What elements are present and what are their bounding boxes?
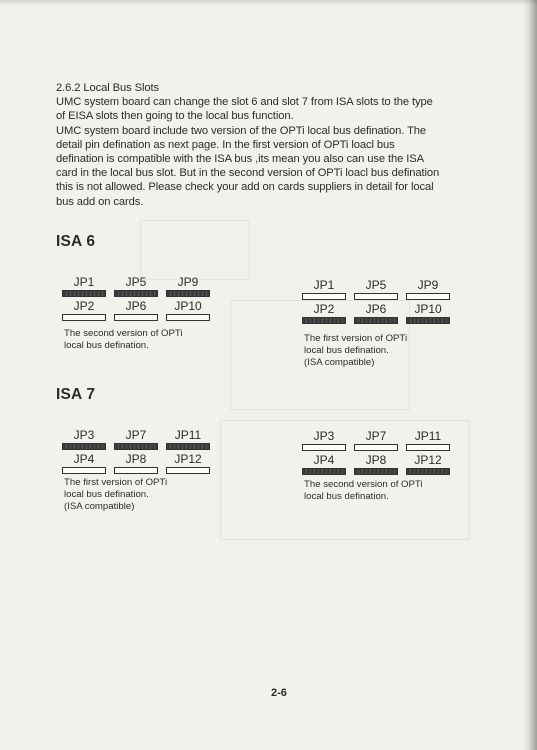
jumper-open (354, 293, 398, 300)
jumper-block-row (62, 290, 210, 297)
body-line: bus add on cards. (56, 195, 144, 208)
isa7-right-caption (304, 479, 454, 503)
jumper-closed (302, 317, 346, 324)
section-title: 2.6.2 Local Bus Slots (56, 82, 160, 94)
isa7-heading: ISA 7 (56, 386, 96, 403)
jumper-label-row (302, 453, 450, 467)
jumper-label: JP7 (125, 428, 147, 442)
jumper-closed (114, 443, 158, 450)
jumper-label: JP3 (73, 428, 95, 442)
jumper-label: JP1 (313, 278, 335, 292)
isa7-left-jumpers (62, 428, 210, 476)
jumper-closed (166, 290, 210, 297)
caption-line: The second version of OPTi (304, 479, 423, 490)
isa6-right-jumpers (302, 278, 450, 326)
jumper-label: JP3 (313, 429, 335, 443)
jumper-open (166, 467, 210, 474)
jumper-closed (166, 443, 210, 450)
isa7-left-caption (64, 477, 214, 513)
isa7-right-jumpers (302, 429, 450, 477)
jumper-label: JP10 (174, 299, 202, 313)
jumper-closed (114, 290, 158, 297)
jumper-label-row (62, 452, 210, 466)
caption-line: The first version of OPTi (304, 333, 408, 344)
page-edge-shadow (523, 0, 537, 750)
jumper-label-row (302, 429, 450, 443)
page-top-shadow (0, 0, 537, 6)
body-line: of EISA slots then going to the local bus function. (56, 110, 294, 123)
caption-line: (ISA compatible) (64, 501, 135, 512)
jumper-label: JP8 (125, 452, 147, 466)
jumper-label: JP11 (174, 428, 202, 442)
jumper-label: JP8 (365, 453, 387, 467)
isa6-right-caption (304, 333, 454, 369)
body-line: card in the local bus slot. But in the second version of OPTi loacl bus defination (56, 167, 440, 180)
jumper-closed (406, 317, 450, 324)
jumper-block-row (62, 314, 210, 321)
jumper-label: JP5 (125, 275, 147, 289)
show-through-box (140, 220, 250, 280)
caption-line: local bus defination. (64, 489, 149, 500)
jumper-block-row (302, 468, 450, 475)
jumper-label-row (62, 299, 210, 313)
jumper-label: JP6 (125, 299, 147, 313)
isa6-left-jumpers (62, 275, 210, 323)
jumper-open (406, 444, 450, 451)
jumper-open (62, 467, 106, 474)
jumper-open (302, 444, 346, 451)
jumper-closed (62, 290, 106, 297)
jumper-label-row (302, 278, 450, 292)
body-line: detail pin defination as next page. In the first version of OPTi loacl bus (56, 138, 395, 151)
jumper-open (62, 314, 106, 321)
jumper-block-row (62, 467, 210, 474)
jumper-label: JP6 (365, 302, 387, 316)
section-text (56, 81, 496, 209)
body-line: UMC system board include two version of the OPTi local bus defination. The (56, 124, 427, 137)
caption-line: local bus defination. (304, 345, 389, 356)
jumper-closed (354, 468, 398, 475)
jumper-label: JP2 (313, 302, 335, 316)
jumper-open (302, 293, 346, 300)
jumper-label: JP7 (365, 429, 387, 443)
jumper-label-row (62, 428, 210, 442)
jumper-closed (354, 317, 398, 324)
body-line: defination is compatible with the ISA bus ,its mean you also can use the ISA (56, 153, 425, 166)
jumper-block-row (302, 293, 450, 300)
jumper-label: JP4 (73, 452, 95, 466)
jumper-label: JP9 (177, 275, 199, 289)
jumper-block-row (62, 443, 210, 450)
jumper-label: JP4 (313, 453, 335, 467)
jumper-label: JP12 (414, 453, 442, 467)
caption-line: The second version of OPTi (64, 328, 183, 339)
jumper-label: JP1 (73, 275, 95, 289)
jumper-closed (406, 468, 450, 475)
jumper-label-row (62, 275, 210, 289)
jumper-label: JP11 (414, 429, 442, 443)
isa6-heading: ISA 6 (56, 233, 96, 250)
jumper-open (166, 314, 210, 321)
jumper-block-row (302, 444, 450, 451)
jumper-block-row (302, 317, 450, 324)
caption-line: local bus defination. (64, 340, 149, 351)
jumper-label: JP2 (73, 299, 95, 313)
isa6-left-caption (64, 328, 214, 352)
jumper-label: JP10 (414, 302, 442, 316)
body-line: UMC system board can change the slot 6 and slot 7 from ISA slots to the type (56, 96, 433, 109)
jumper-label: JP9 (417, 278, 439, 292)
jumper-label: JP12 (174, 452, 202, 466)
body-line: this is not allowed. Please check your add on cards suppliers in detail for local (56, 181, 434, 194)
jumper-open (406, 293, 450, 300)
jumper-closed (302, 468, 346, 475)
jumper-open (114, 314, 158, 321)
caption-line: (ISA compatible) (304, 357, 375, 368)
jumper-closed (62, 443, 106, 450)
caption-line: The first version of OPTi (64, 477, 168, 488)
page-number: 2-6 (271, 687, 287, 699)
jumper-label: JP5 (365, 278, 387, 292)
jumper-open (354, 444, 398, 451)
caption-line: local bus defination. (304, 491, 389, 502)
jumper-label-row (302, 302, 450, 316)
jumper-open (114, 467, 158, 474)
